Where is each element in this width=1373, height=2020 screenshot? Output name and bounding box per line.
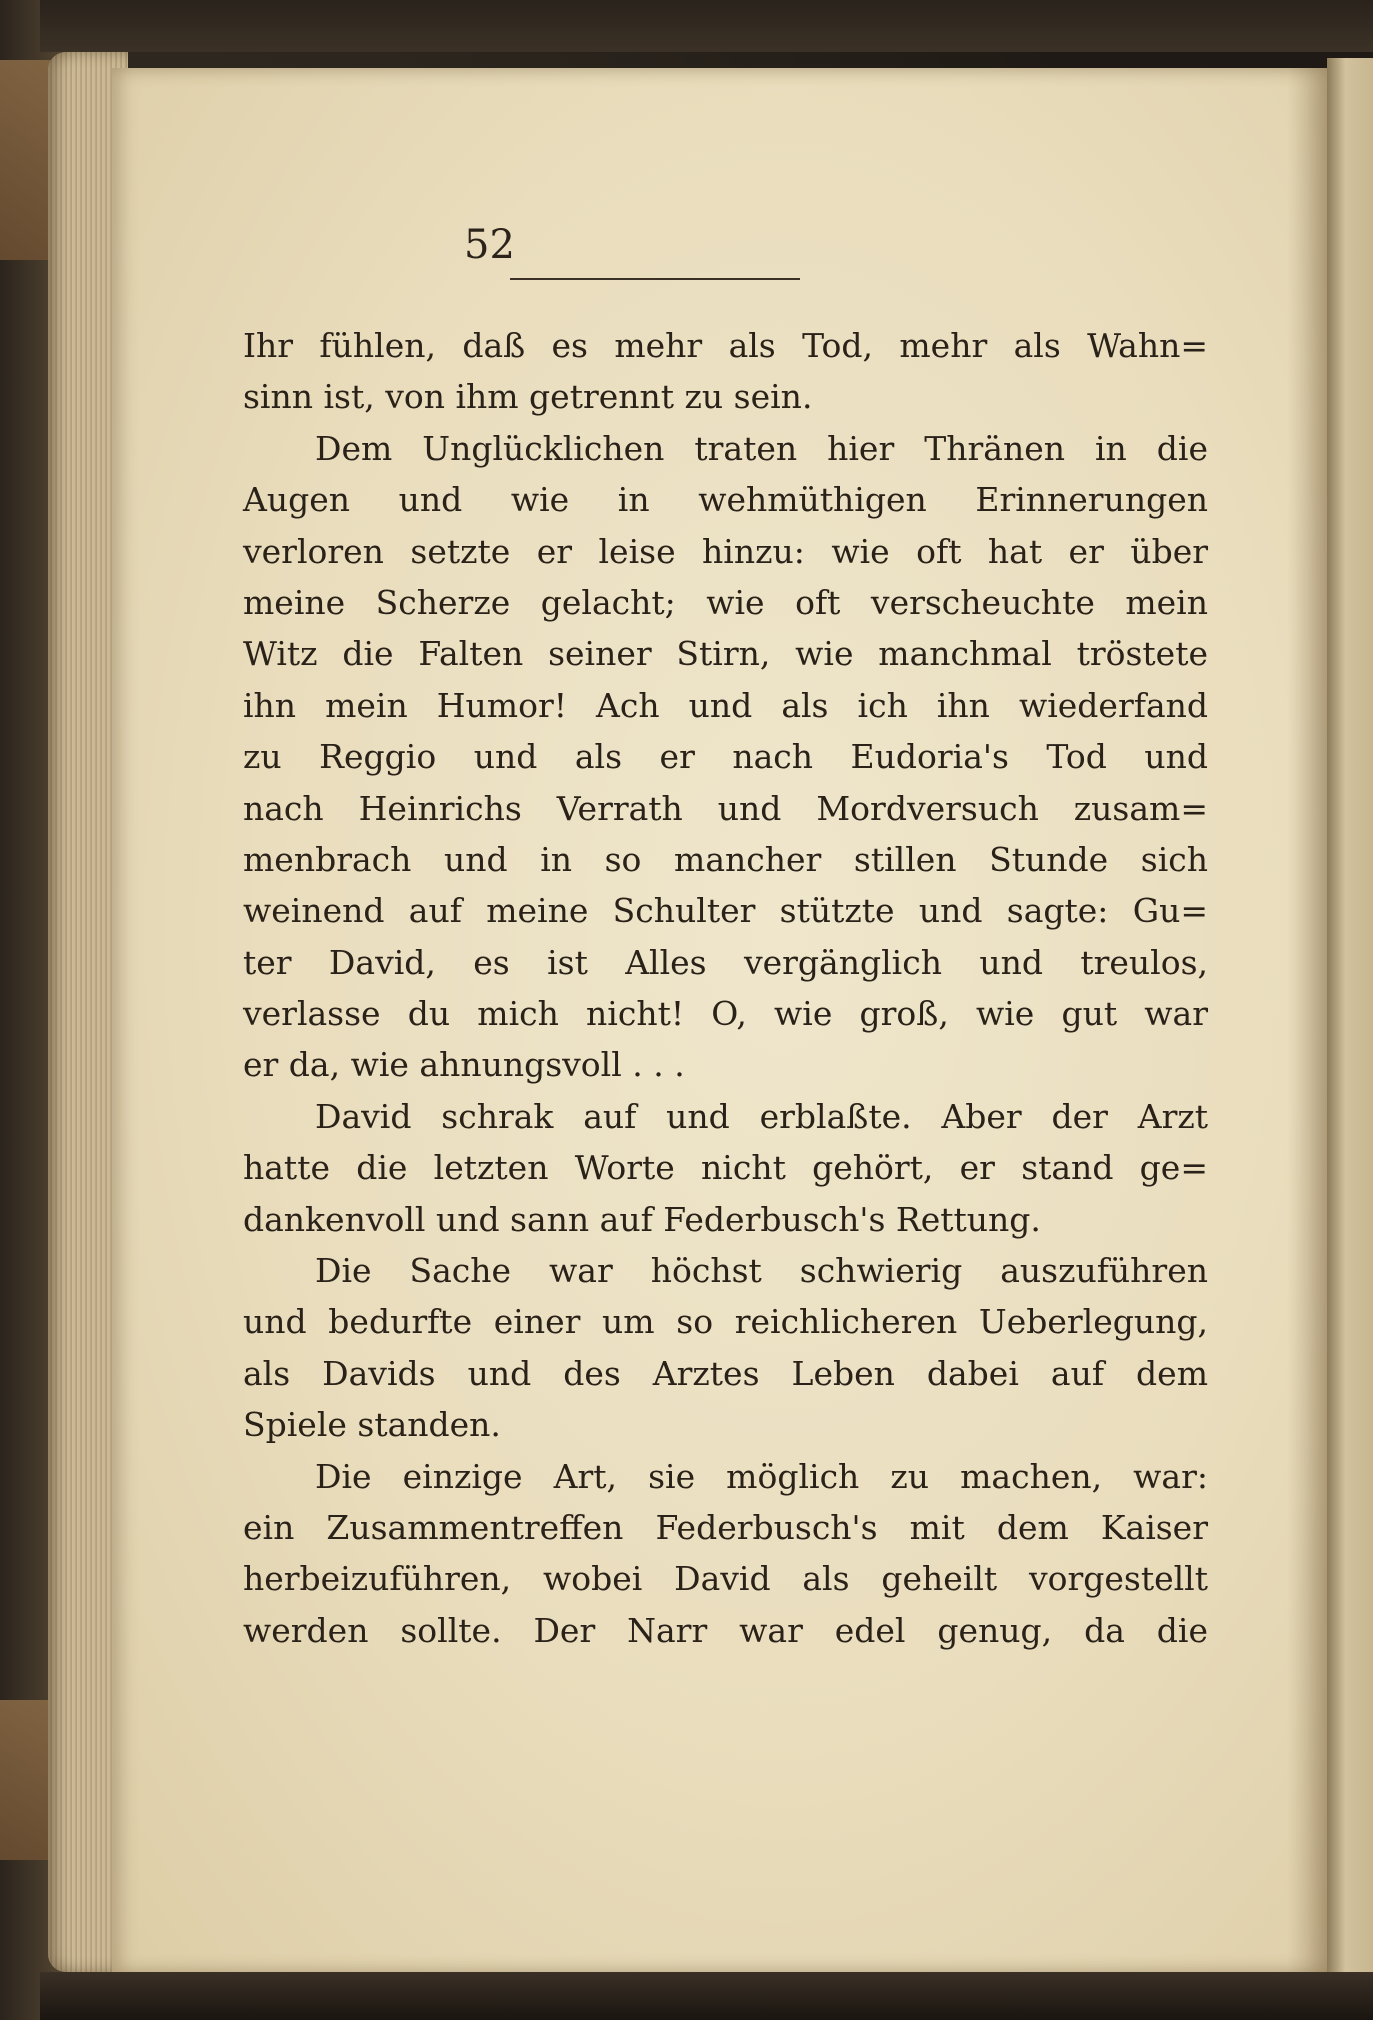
- text-line: Dem Unglücklichen traten hier Thränen in die: [315, 428, 1208, 468]
- text-line: meine Scherze gelacht; wie oft verscheuchte mein: [243, 582, 1208, 622]
- text-line: Ihr fühlen, daß es mehr als Tod, mehr als Wahn=: [243, 326, 1208, 365]
- text-line: ihn mein Humor! Ach und als ich ihn wiederfand: [243, 685, 1208, 725]
- text-line: und bedurfte einer um so reichlicheren Ueberlegung,: [243, 1302, 1208, 1342]
- page-number-text: 52: [464, 222, 515, 268]
- text-line: nach Heinrichs Verrath und Mordversuch zusam=: [243, 788, 1208, 828]
- text-line: weinend auf meine Schulter stützte und sagte: Gu=: [243, 891, 1208, 931]
- text-line: David schrak auf und erblaßte. Aber der Arzt: [315, 1096, 1208, 1136]
- text-line: zu Reggio und als er nach Eudoria's Tod und: [243, 737, 1208, 777]
- page-number: [0, 222, 1215, 268]
- facing-page-edge: [1327, 58, 1373, 1988]
- text-line: werden sollte. Der Narr war edel genug, da die: [243, 1610, 1208, 1650]
- text-line: verloren setzte er leise hinzu: wie oft hat er über: [243, 531, 1208, 571]
- gutter-shadow: [1287, 68, 1327, 1973]
- cover-top-edge: [40, 0, 1373, 52]
- text-line: sinn ist, von ihm getrennt zu sein.: [243, 377, 813, 417]
- text-line: als Davids und des Arztes Leben dabei auf dem: [243, 1353, 1208, 1393]
- text-line: Witz die Falten seiner Stirn, wie manchmal tröstete: [243, 634, 1208, 674]
- text-line: herbeizuführen, wobei David als geheilt vorgestellt: [243, 1559, 1208, 1599]
- cover-bottom-edge: [40, 1972, 1373, 2020]
- text-line: menbrach und in so mancher stillen Stunde sich: [243, 839, 1208, 879]
- text-line: ein Zusammentreffen Federbusch's mit dem Kaiser: [243, 1507, 1208, 1547]
- text-line: hatte die letzten Worte nicht gehört, er stand ge=: [243, 1148, 1208, 1188]
- header-rule: [510, 278, 800, 280]
- text-line: Spiele standen.: [243, 1405, 501, 1445]
- text-line: Die einzige Art, sie möglich zu machen, war:: [315, 1456, 1208, 1496]
- text-line: Augen und wie in wehmüthigen Erinnerungen: [243, 480, 1208, 520]
- text-line: ter David, es ist Alles vergänglich und treulos,: [243, 942, 1208, 982]
- text-line: Die Sache war höchst schwierig auszuführen: [315, 1251, 1208, 1291]
- text-line: dankenvoll und sann auf Federbusch's Rettung.: [243, 1199, 1041, 1239]
- text-line: er da, wie ahnungsvoll . . .: [243, 1045, 685, 1085]
- body-text: [243, 320, 1208, 1656]
- text-line: verlasse du mich nicht! O, wie groß, wie gut war: [243, 994, 1208, 1034]
